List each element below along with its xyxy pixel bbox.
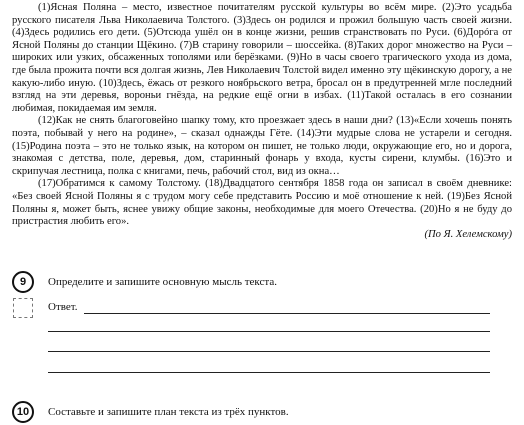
reading-passage <box>12 2 512 241</box>
passage-paragraph-2: (12)Как не снять благоговейно шапку тому, кто проезжает здесь в наши дни? (13)«Если хочешь понять поэта, побывай у него на родине», – сказал однажды Гёте. (14)Эти мудрые слова не устарели и сегодня. (15)Родина поэта – это не только язык, на котором он пишет, не только люди, окружающие его, но и дорога, знакомая с детства, поле, деревья, дом, старинный фонарь у входа, кусты сирени, клумбы. (16)Это и скрипучая лестница, полка с книгами, печь, рабочий стол, вид из окна… <box>12 115 512 177</box>
answer-line[interactable] <box>48 351 490 352</box>
task-10-number: 10 <box>12 401 34 423</box>
answer-line[interactable] <box>48 372 490 373</box>
task-9-number: 9 <box>12 271 34 293</box>
passage-source: (По Я. Хелемскому) <box>424 228 512 240</box>
answer-line[interactable] <box>84 313 490 314</box>
task-9-answer-label: Ответ. <box>48 301 78 313</box>
answer-line[interactable] <box>48 331 490 332</box>
task-10-text: Составьте и запишите план текста из трёх пунктов. <box>48 406 289 418</box>
passage-paragraph-1: (1)Ясная Поляна – место, известное почитателям русской культуры во всём мире. (2)Это усадьба русского писателя Льва Николаевича Толстого. (3)Здесь он родился и прожил большую часть своей жизни. (4)Здесь родились его дети. (5)Отсюда ушёл он в конце жизни, решив странствовать по Руси. (6)Дорóга от Ясной Поляны до станции Щёкино. (7)В старину говорили – шоссейка. (8)Таких дорог множество на Руси – широких или узких, обсаженных тополями или берёзками. (9)Но в часы своего трагического ухода из дома, где была прожита почти вся долгая жизнь, Лев Николаевич Толстой видел именно эту щёкинскую дорогу, а не какую-либо иную. (10)Здесь, ёжась от резкого ноябрьского ветра, бросал он в предутренней мгле последний взгляд на эти деревья, вороньи гнёзда, на редкие ещё огни в избах. (11)Такой осталась в его сознании любимая, покидаемая им земля. <box>12 2 512 114</box>
task-9-text: Определите и запишите основную мысль текста. <box>48 276 277 288</box>
passage-paragraph-3: (17)Обратимся к самому Толстому. (18)Двадцатого сентября 1858 года он записал в своём дневнике: «Без своей Ясной Поляны я с трудом могу себе представить Россию и моё отношение к ней. (19)Без Ясной Поляны я, может быть, яснее увижу общие законы, необходимые для моего Отечества. (20)Но я не буду до пристрастия любить его». <box>12 178 512 228</box>
task-9-answer-box[interactable] <box>13 298 33 318</box>
